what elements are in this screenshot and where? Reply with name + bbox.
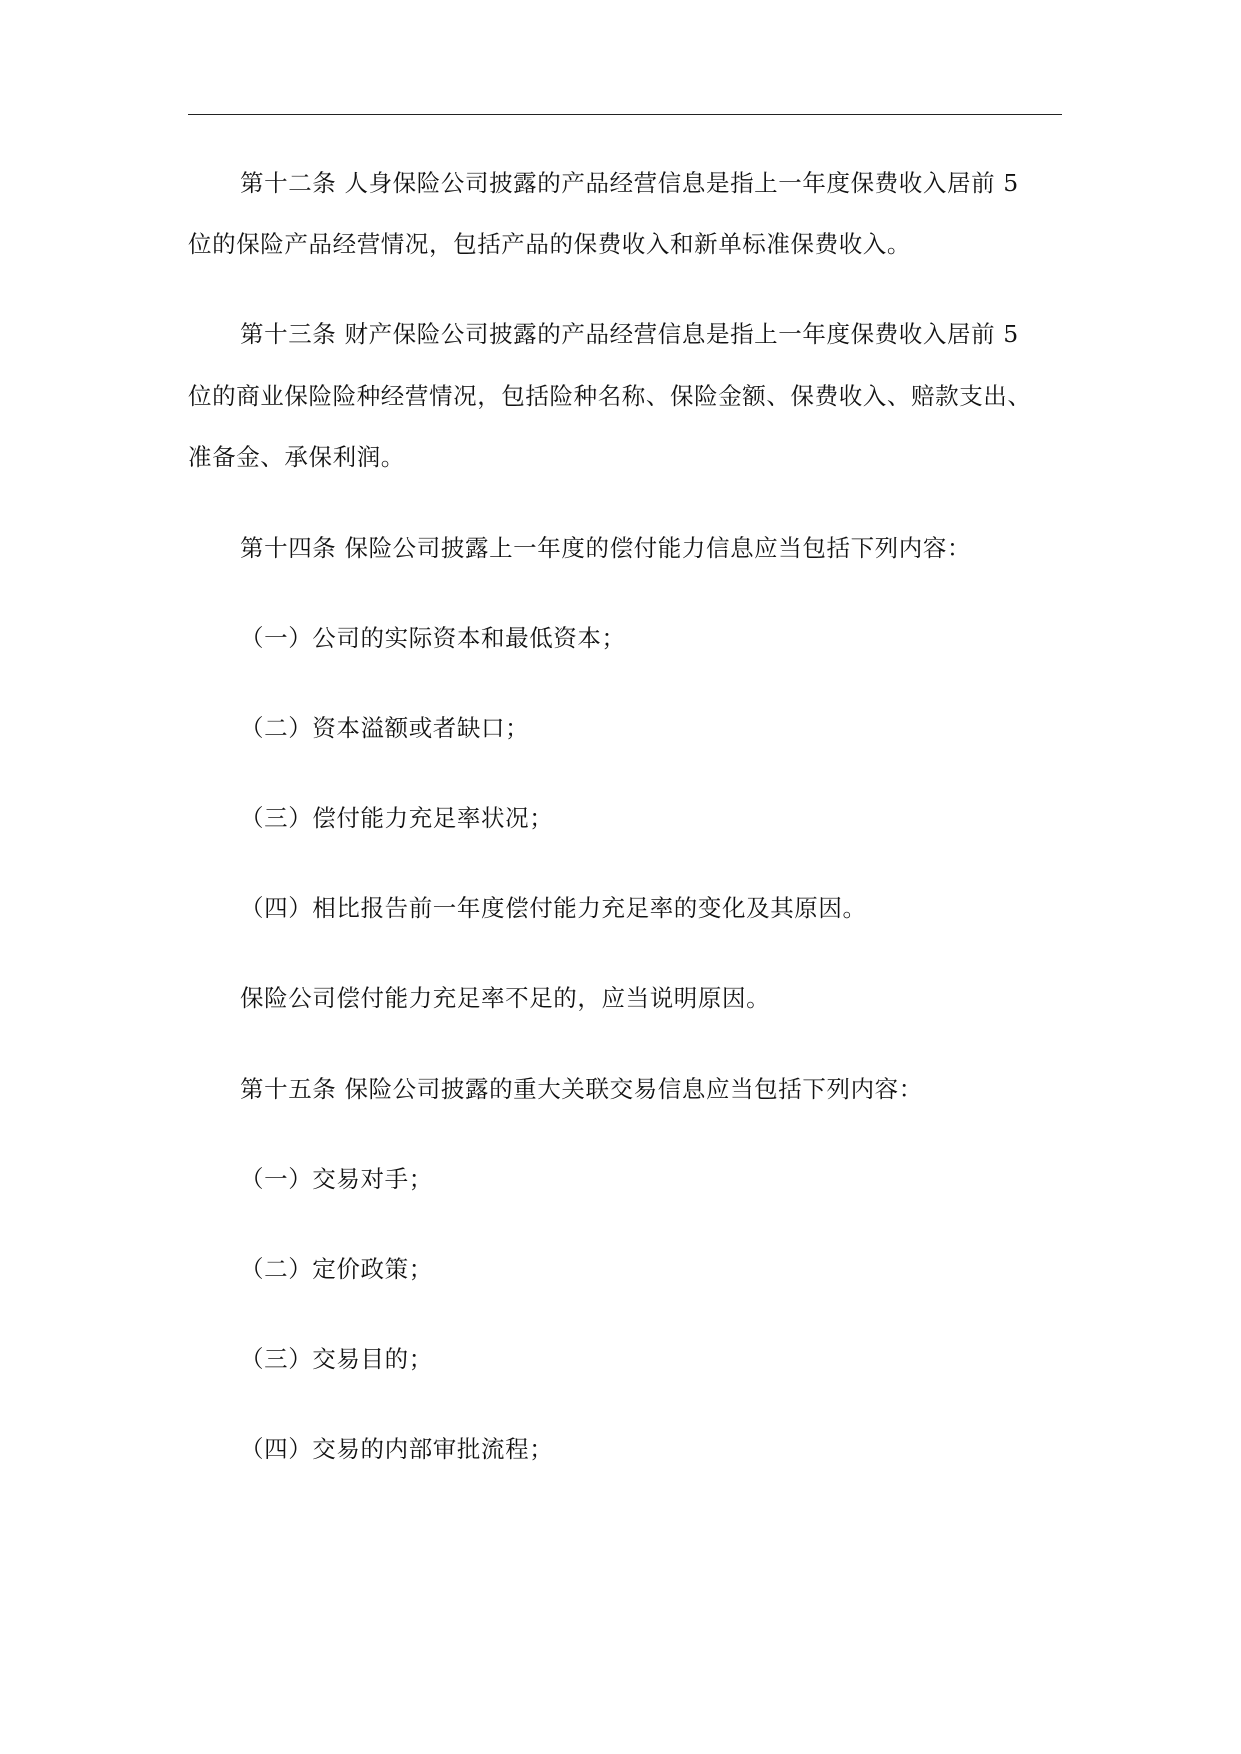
- article-14-note: 保险公司偿付能力充足率不足的，应当说明原因。: [240, 984, 771, 1012]
- article-14-item-2: （二）资本溢额或者缺口；: [240, 714, 530, 742]
- article-12-line-1: 第十二条 人身保险公司披露的产品经营信息是指上一年度保费收入居前 5: [240, 169, 1019, 197]
- article-15-heading: 第十五条 保险公司披露的重大关联交易信息应当包括下列内容：: [240, 1075, 923, 1103]
- article-13-line-3: 准备金、承保利润。: [188, 443, 405, 471]
- article-15-item-1: （一）交易对手；: [240, 1165, 433, 1193]
- article-14-item-1: （一）公司的实际资本和最低资本；: [240, 624, 626, 652]
- article-14-item-4: （四）相比报告前一年度偿付能力充足率的变化及其原因。: [240, 894, 867, 922]
- header-rule: [188, 114, 1062, 115]
- article-12-line-2: 位的保险产品经营情况，包括产品的保费收入和新单标准保费收入。: [188, 230, 911, 258]
- article-13-line-1: 第十三条 财产保险公司披露的产品经营信息是指上一年度保费收入居前 5: [240, 320, 1019, 348]
- article-15-item-2: （二）定价政策；: [240, 1255, 433, 1283]
- article-15-item-4: （四）交易的内部审批流程；: [240, 1435, 554, 1463]
- article-14-heading: 第十四条 保险公司披露上一年度的偿付能力信息应当包括下列内容：: [240, 534, 972, 562]
- article-14-item-3: （三）偿付能力充足率状况；: [240, 804, 554, 832]
- article-15-item-3: （三）交易目的；: [240, 1345, 433, 1373]
- article-13-line-2: 位的商业保险险种经营情况，包括险种名称、保险金额、保费收入、赔款支出、: [188, 382, 1032, 410]
